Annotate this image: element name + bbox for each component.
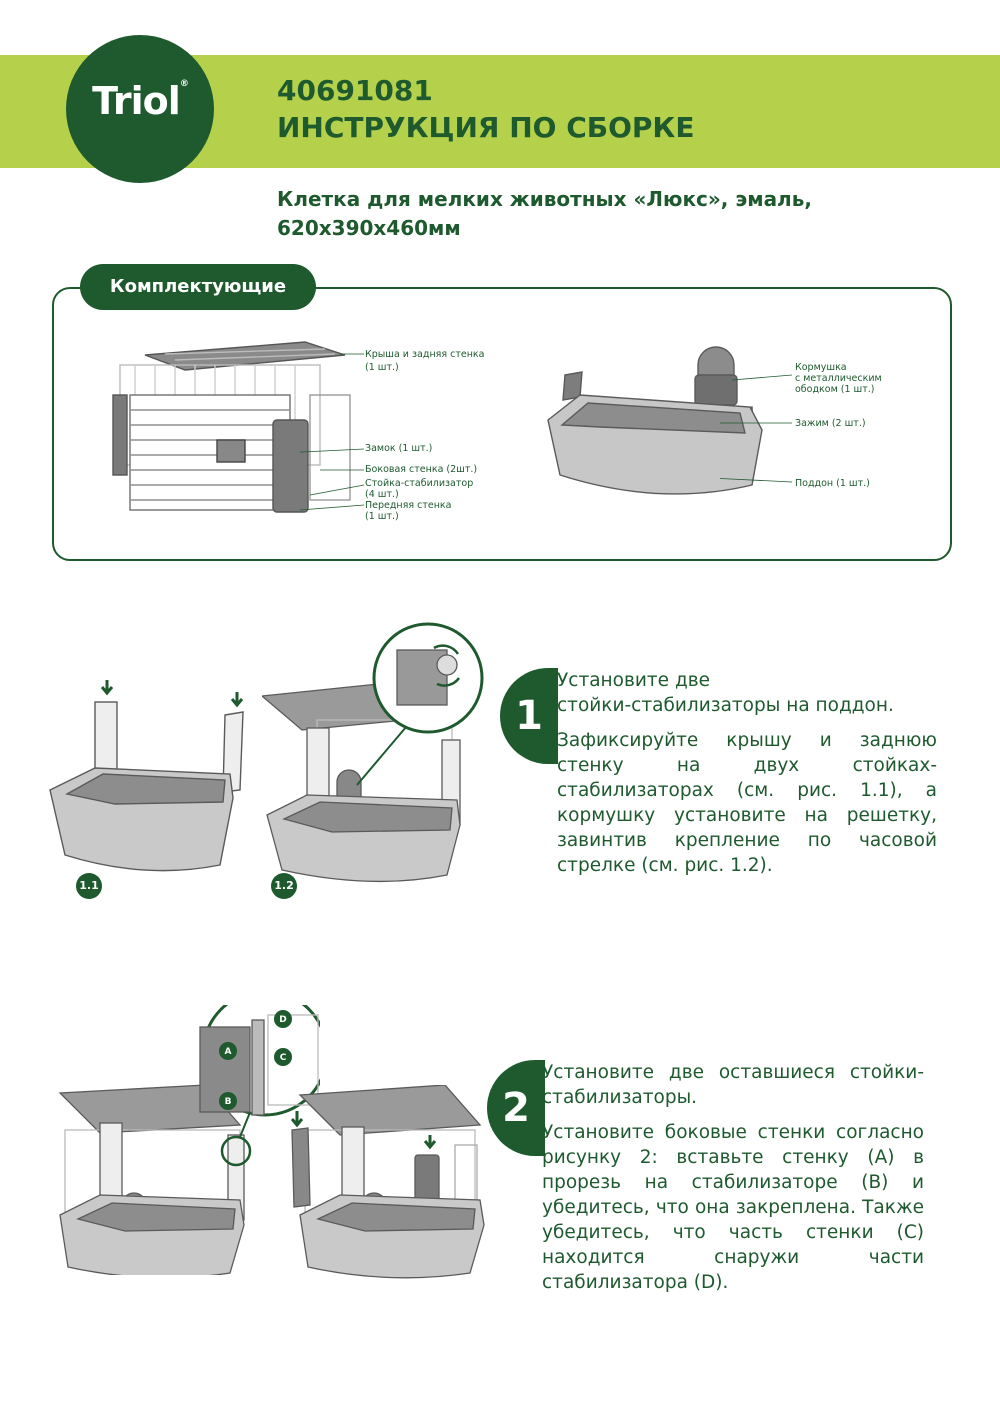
step1-fig-badge-1-1: 1.1 bbox=[76, 873, 102, 899]
brand-logo bbox=[66, 35, 214, 183]
tray-leader-lines bbox=[720, 360, 795, 490]
label-feeder-3: ободком (1 шт.) bbox=[795, 384, 875, 395]
step1-fig-badge-1-2: 1.2 bbox=[271, 873, 297, 899]
components-tab: Комплектующие bbox=[80, 264, 316, 310]
label-roof: Крыша и задняя стенка bbox=[365, 349, 485, 360]
step1-line1: Установите две bbox=[557, 670, 711, 691]
callout-a: A bbox=[224, 1047, 232, 1057]
label-feeder-2: с металлическим bbox=[795, 373, 882, 384]
label-side-wall: Боковая стенка (2шт.) bbox=[365, 464, 478, 475]
callout-c: C bbox=[279, 1053, 287, 1063]
product-code: 40691081 bbox=[277, 74, 433, 107]
step1-fig-1-2 bbox=[262, 610, 492, 900]
product-subtitle: Клетка для мелких животных «Люкс», эмаль, 620x390x460мм bbox=[277, 187, 812, 240]
step2-text bbox=[542, 1060, 924, 1295]
label-front-wall: Передняя стенка bbox=[365, 500, 452, 511]
label-feeder-1: Кормушка bbox=[795, 362, 847, 373]
label-roof-qty: (1 шт.) bbox=[365, 362, 399, 373]
step2-line1: Установите две оставшиеся стойки-стабилизаторы. bbox=[542, 1062, 924, 1108]
step1-line2: стойки-стабилизаторы на поддон. bbox=[557, 695, 894, 716]
step1-fig-1-1 bbox=[45, 670, 245, 900]
label-clip: Зажим (2 шт.) bbox=[795, 418, 866, 429]
callout-d: D bbox=[279, 1015, 287, 1025]
label-lock: Замок (1 шт.) bbox=[365, 443, 433, 454]
page-title: ИНСТРУКЦИЯ ПО СБОРКЕ bbox=[277, 111, 695, 144]
logo-text: Triol bbox=[92, 79, 180, 123]
label-tray: Поддон (1 шт.) bbox=[795, 478, 870, 489]
step2-fig-side-mount bbox=[40, 1005, 320, 1275]
label-stabilizer: Стойка-стабилизатор bbox=[365, 478, 474, 489]
step2-number: 2 bbox=[487, 1060, 545, 1156]
step1-number: 1 bbox=[500, 668, 558, 764]
label-stabilizer-qty: (4 шт.) bbox=[365, 489, 399, 500]
logo-registered-mark: ® bbox=[179, 79, 188, 89]
step1-body: Зафиксируйте крышу и заднюю стенку на двух стойках-стабилизаторах (см. рис. 1.1), а кормушку установите на решетку, завинтив крепление по часовой стрелке (см. рис. 1.2). bbox=[557, 730, 937, 876]
cage-leader-lines bbox=[300, 345, 370, 525]
step1-text bbox=[557, 668, 937, 878]
step2-fig-result bbox=[280, 1085, 505, 1285]
callout-b: B bbox=[224, 1097, 232, 1107]
step2-body: Установите боковые стенки согласно рисунку 2: вставьте стенку (А) в прорезь на стабилизаторе (В) и убедитесь, что она закреплена. Также убедитесь, что часть стенки (С) находится снаружи части стабилизатора (D). bbox=[542, 1122, 924, 1293]
label-front-wall-qty: (1 шт.) bbox=[365, 511, 399, 522]
